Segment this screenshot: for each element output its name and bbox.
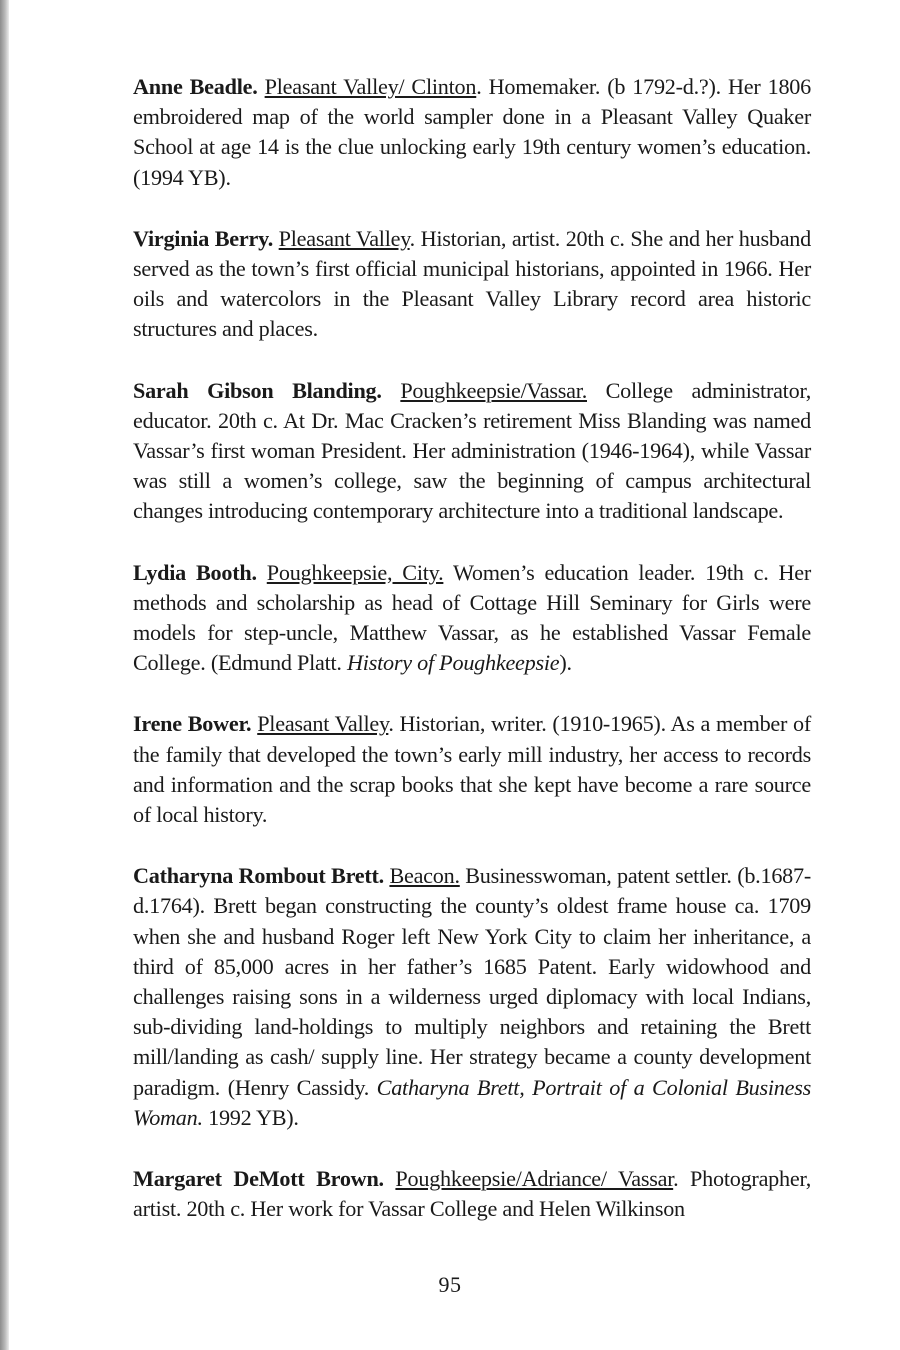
entry-sarah-gibson-blanding: [133, 376, 811, 527]
entry-anne-beadle: [133, 72, 811, 193]
entry-name: Sarah Gibson Blanding.: [133, 377, 382, 403]
entry-source-title: Catharyna Brett, Portrait of a Colonial Business Woman.: [133, 1074, 811, 1130]
entry-name: Margaret DeMott Brown.: [133, 1166, 384, 1192]
entry-name: Irene Bower.: [133, 711, 252, 737]
entry-name: Anne Beadle.: [133, 74, 258, 99]
entry-text: . Photographer, artist. 20th c. Her work for Vassar College and Helen Wilkinson: [133, 1166, 811, 1222]
entry-text-end: ).: [559, 650, 572, 676]
entry-place: Beacon.: [389, 863, 460, 889]
document-body: [133, 72, 811, 1256]
entry-text: Women’s education leader. 19th c. Her methods and scholarship as head of Cottage Hill Seminary for Girls were models for step-uncle, Matthew Vassar, as he established Vassar Female College. (Edmund Platt.: [133, 559, 812, 676]
page-edge-shadow: [0, 0, 9, 1350]
entry-source-title: History of Poughkeepsie: [347, 650, 560, 676]
entry-text: College administrator, educator. 20th c. At Dr. Mac Cracken’s retirement Miss Blanding was named Vassar’s first woman President. Her administration (1946-1964), while Vassar was still a women’s college, saw the beginning of campus architectural changes introducing contemporary architecture into a traditional landscape.: [133, 377, 811, 524]
entry-place: Poughkeepsie, City.: [266, 559, 444, 585]
entry-lydia-booth: [133, 558, 811, 679]
entry-text: . Historian, artist. 20th c. She and her husband served as the town’s first official municipal historians, appointed in 1966. Her oils and watercolors in the Pleasant Valley Library record area historic structures and places.: [133, 225, 811, 342]
entry-margaret-demott-brown: [133, 1164, 811, 1224]
entry-catharyna-rombout-brett: [133, 861, 811, 1133]
entry-place: Pleasant Valley: [278, 225, 410, 251]
entry-name: Virginia Berry.: [133, 225, 273, 251]
entry-irene-bower: [133, 709, 811, 830]
entry-text-end: 1992 YB).: [202, 1104, 299, 1130]
entry-text: Businesswoman, patent settler. (b.1687-d.1764). Brett began constructing the county’s oldest frame house ca. 1709 when she and husband Roger left New York City to claim her inheritance, a third of 85,000 acres in her father’s 1685 Patent. Early widowhood and challenges raising sons in a wilderness urged diplomacy with local Indians, sub-dividing land-holdings to multiply neighbors and retaining the Brett mill/landing as cash/ supply line. Her strategy became a county development paradigm. (Henry Cassidy.: [133, 863, 811, 1100]
entry-place: Pleasant Valley/ Clinton: [264, 74, 477, 99]
entry-name: Catharyna Rombout Brett.: [133, 863, 384, 889]
entry-text: . Historian, writer. (1910-1965). As a member of the family that developed the town’s early mill industry, her access to records and information and the scrap books that she kept have become a rare source of local history.: [133, 711, 812, 828]
entry-place: Poughkeepsie/Adriance/ Vassar: [395, 1166, 674, 1192]
entry-place: Poughkeepsie/Vassar.: [400, 377, 587, 403]
page-number: 95: [438, 1272, 462, 1297]
entry-virginia-berry: [133, 224, 811, 345]
entry-name: Lydia Booth.: [133, 559, 257, 585]
entry-place: Pleasant Valley: [257, 711, 389, 737]
entry-text: . Homemaker. (b 1792-d.?). Her 1806 embroidered map of the world sampler done in a Pleasant Valley Quaker School at age 14 is the clue unlocking early 19th century women’s education. (1994 YB).: [133, 74, 811, 190]
